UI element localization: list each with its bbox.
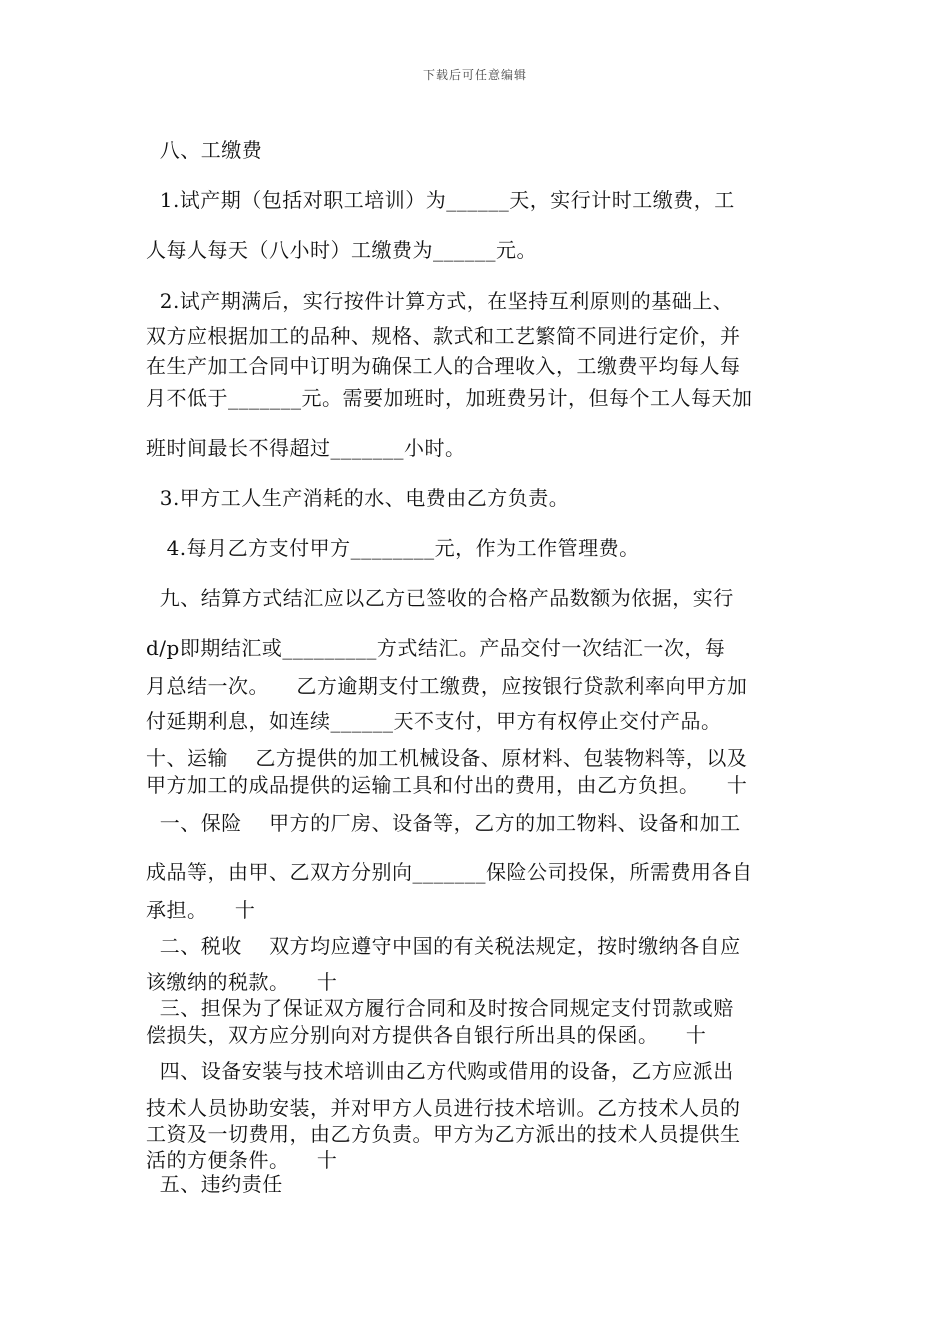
paragraph-line: 月总结一次。 乙方逾期支付工缴费，应按银行贷款利率向甲方加 — [146, 674, 748, 698]
section-heading-10: 十、运输 乙方提供的加工机械设备、原材料、包装物料等，以及 — [146, 746, 748, 770]
section-heading-13: 三、担保为了保证双方履行合同和及时按合同规定支付罚款或赔 — [146, 996, 734, 1020]
paragraph-line: 技术人员协助安装，并对甲方人员进行技术培训。乙方技术人员的 — [146, 1096, 741, 1120]
paragraph-line: 该缴纳的税款。 十 — [146, 970, 338, 994]
paragraph-line: 甲方加工的成品提供的运输工具和付出的费用，由乙方负担。 十 — [146, 773, 748, 797]
paragraph-line: 月不低于_______元。需要加班时，加班费另计，但每个工人每天加 — [146, 386, 753, 410]
section-heading-9: 九、结算方式结汇应以乙方已签收的合格产品数额为依据，实行 — [146, 586, 734, 610]
section-heading-15: 五、违约责任 — [146, 1172, 283, 1196]
paragraph-line: 双方应根据加工的品种、规格、款式和工艺繁简不同进行定价，并 — [146, 324, 741, 348]
paragraph-line: d/p即期结汇或_________方式结汇。产品交付一次结汇一次，每 — [146, 636, 726, 660]
page-header: 下载后可任意编辑 — [422, 68, 527, 82]
section-heading-14: 四、设备安装与技术培训由乙方代购或借用的设备，乙方应派出 — [146, 1059, 734, 1083]
paragraph-line: 付延期利息，如连续______天不支付，甲方有权停止交付产品。 — [146, 709, 722, 733]
paragraph-line: 3.甲方工人生产消耗的水、电费由乙方负责。 — [146, 486, 570, 510]
paragraph-line: 在生产加工合同中订明为确保工人的合理收入，工缴费平均每人每 — [146, 354, 741, 378]
paragraph-line: 4.每月乙方支付甲方________元，作为工作管理费。 — [146, 536, 640, 560]
paragraph-line: 1.试产期（包括对职工培训）为______天，实行计时工缴费，工 — [146, 188, 735, 212]
paragraph-line: 2.试产期满后，实行按件计算方式，在坚持互利原则的基础上、 — [146, 289, 734, 313]
paragraph-line: 人每人每天（八小时）工缴费为______元。 — [146, 238, 537, 262]
paragraph-line: 偿损失，双方应分别向对方提供各自银行所出具的保函。 十 — [146, 1023, 707, 1047]
section-heading-12: 二、税收 双方均应遵守中国的有关税法规定，按时缴纳各自应 — [146, 934, 741, 958]
section-heading-8: 八、工缴费 — [146, 138, 263, 162]
section-heading-11: 一、保险 甲方的厂房、设备等，乙方的加工物料、设备和加工 — [146, 811, 741, 835]
paragraph-line: 成品等，由甲、乙双方分别向_______保险公司投保，所需费用各自 — [146, 860, 753, 884]
paragraph-line: 工资及一切费用，由乙方负责。甲方为乙方派出的技术人员提供生 — [146, 1122, 741, 1146]
paragraph-line: 承担。 十 — [146, 898, 256, 922]
paragraph-line: 活的方便条件。 十 — [146, 1148, 338, 1172]
paragraph-line: 班时间最长不得超过_______小时。 — [146, 436, 466, 460]
